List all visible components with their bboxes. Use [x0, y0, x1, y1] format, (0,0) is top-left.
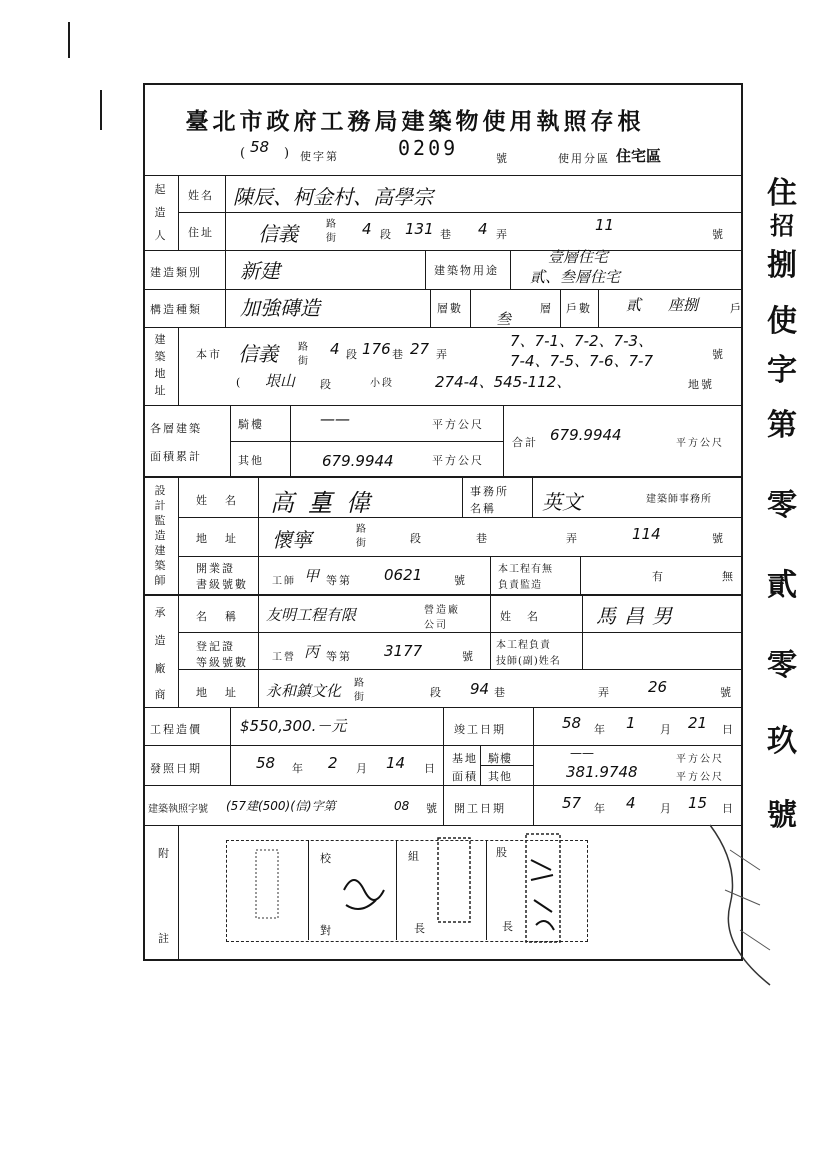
designer-label-1: 設 — [154, 484, 166, 497]
site-lot-suffix: 地號 — [688, 378, 714, 391]
building-use-value-1: 壹層住宅 — [548, 248, 609, 266]
scan-mark — [100, 90, 102, 130]
other-area-label: 其他 — [238, 454, 264, 467]
row-line — [143, 405, 743, 406]
households-label: 戶數 — [566, 302, 592, 315]
designer-addr-section: 段 — [410, 532, 423, 545]
applicant-address-label: 住址 — [188, 226, 214, 239]
site-numbers-1: 7、7-1、7-2、7-3、 — [510, 332, 654, 350]
frame-top — [143, 83, 743, 85]
designer-label-4: 造 — [154, 529, 166, 542]
issue-year-unit: 年 — [292, 762, 305, 775]
applicant-no: 號 — [712, 228, 725, 241]
side-char-3: 捌 — [767, 248, 797, 283]
col-line — [425, 250, 426, 289]
applicant-section: 段 — [380, 228, 393, 241]
arcade-unit: 平方公尺 — [432, 418, 484, 431]
frame-left — [143, 83, 145, 961]
other-area-value: 679.9944 — [322, 452, 394, 470]
check-label-top: 校 — [320, 852, 333, 865]
designer-license-mid: 等第 — [326, 574, 352, 587]
contractor-person-label: 姓名 — [500, 610, 554, 623]
col-line — [178, 327, 179, 405]
col-line — [258, 477, 259, 594]
designer-resp-label-1: 本工程有無 — [498, 564, 553, 575]
area-label-2: 面積累計 — [150, 450, 202, 463]
designer-license-suffix: 號 — [454, 574, 467, 587]
section-label-top: 股 — [496, 846, 509, 859]
site-lot-subsection: 小段 — [370, 378, 394, 389]
col-line — [598, 289, 599, 327]
contractor-addr-road: 路 — [354, 678, 366, 689]
col-line — [470, 289, 471, 327]
applicant-alley: 弄 — [496, 228, 509, 241]
site-alley-value: 27 — [410, 340, 430, 358]
base-arcade-label: 騎樓 — [488, 752, 512, 765]
site-lot-paren: ( — [236, 376, 243, 389]
designer-license-grade: 甲 — [304, 567, 320, 585]
start-month-unit: 月 — [660, 802, 673, 815]
group-label-bottom: 長 — [414, 922, 427, 935]
row-line — [143, 289, 743, 290]
build-permit-label: 建築執照字號 — [148, 804, 208, 815]
contractor-label-2: 造 — [154, 634, 166, 647]
site-district: 信義 — [238, 342, 278, 366]
completion-day: 21 — [688, 714, 708, 732]
applicant-label-2: 造 — [154, 206, 166, 219]
structure-value: 加強磚造 — [240, 296, 320, 320]
contractor-address-label: 地址 — [196, 686, 254, 699]
base-arcade-value: —— — [570, 746, 594, 760]
households-extra: 座捌 — [668, 296, 699, 314]
seal-scribbles — [226, 830, 606, 950]
building-type-label: 建造類別 — [150, 266, 202, 279]
base-other-label: 其他 — [488, 770, 512, 783]
contractor-address-value: 永和鎮文化 — [266, 682, 342, 700]
completion-label: 竣工日期 — [454, 723, 506, 736]
contractor-label-3: 廠 — [154, 662, 166, 675]
contractor-reg-label-1: 登記證 — [196, 640, 235, 653]
contractor-addr-lane: 巷 — [494, 686, 507, 699]
designer-name-label: 姓名 — [196, 494, 254, 507]
applicant-lane: 巷 — [440, 228, 453, 241]
building-use-label: 建築物用途 — [434, 264, 499, 277]
floors-value: 叁 — [496, 310, 512, 328]
base-other-value: 381.9748 — [566, 763, 638, 781]
contractor-reg-grade: 丙 — [304, 643, 320, 661]
contractor-addr-lane-value: 94 — [470, 680, 490, 698]
col-line — [532, 477, 533, 517]
designer-label-5: 建 — [154, 544, 166, 557]
contractor-name-suffix-2: 公司 — [424, 620, 448, 631]
completion-month-unit: 月 — [660, 723, 673, 736]
contractor-name-suffix-1: 營造廠 — [424, 605, 460, 616]
side-char-9: 零 — [767, 648, 797, 683]
designer-address-label: 地址 — [196, 532, 254, 545]
row-line — [230, 441, 503, 442]
site-lot-numbers: 274-4、545-112、 — [435, 373, 572, 391]
total-area-value: 679.9944 — [550, 426, 622, 444]
site-lane: 巷 — [392, 348, 405, 361]
site-road: 路 — [298, 342, 310, 353]
building-type-value: 新建 — [240, 259, 280, 283]
applicant-no-value: 11 — [595, 216, 615, 234]
applicant-lane-value: 131 — [405, 220, 434, 238]
issue-label: 發照日期 — [150, 762, 202, 775]
notes-label-bottom: 註 — [158, 932, 171, 945]
cost-value: $550,300.－元 — [240, 717, 347, 735]
site-alley: 弄 — [436, 348, 449, 361]
col-line — [510, 250, 511, 289]
col-line — [430, 289, 431, 327]
cost-label: 工程造價 — [150, 723, 202, 736]
permit-number: 0209 — [398, 136, 459, 160]
col-line — [230, 707, 231, 785]
col-line — [533, 707, 534, 825]
designer-label-7: 師 — [154, 574, 166, 587]
designer-license-prefix: 工師 — [272, 576, 296, 587]
row-line — [178, 212, 743, 213]
col-line — [258, 595, 259, 707]
col-line — [443, 707, 444, 825]
row-line — [143, 825, 743, 826]
col-line — [490, 556, 491, 594]
site-street: 街 — [298, 356, 310, 367]
start-label: 開工日期 — [454, 802, 506, 815]
col-line — [178, 477, 179, 594]
site-label-2: 築 — [154, 350, 166, 363]
notes-label-top: 附 — [158, 847, 171, 860]
floors-label: 層數 — [437, 302, 463, 315]
contractor-addr-street: 街 — [354, 692, 366, 703]
issue-month-unit: 月 — [356, 762, 369, 775]
site-no: 號 — [712, 348, 725, 361]
completion-day-unit: 日 — [722, 723, 735, 736]
build-permit-suffix: 號 — [426, 802, 439, 815]
site-label-1: 建 — [154, 333, 166, 346]
contractor-label-1: 承 — [154, 606, 166, 619]
designer-license-label-1: 開業證 — [196, 562, 235, 575]
base-area-label-1: 基地 — [452, 752, 478, 765]
col-line — [560, 289, 561, 327]
build-permit-value: (57建(500)(信)字第 — [226, 799, 336, 813]
designer-name-value: 高𡌴偉 — [270, 489, 384, 517]
permit-prefix: 使字第 — [300, 150, 339, 163]
scan-mark — [68, 22, 70, 58]
start-year: 57 — [562, 794, 582, 812]
build-permit-number: 08 — [394, 799, 410, 813]
side-char-4: 使 — [767, 304, 797, 339]
site-section: 段 — [346, 348, 359, 361]
contractor-tech-label-1: 本工程負責 — [496, 640, 551, 651]
base-area-label-2: 面積 — [452, 770, 478, 783]
applicant-address-value: 信義 — [258, 222, 298, 246]
side-char-7: 零 — [767, 488, 797, 523]
arcade-label: 騎樓 — [238, 418, 264, 431]
other-area-unit: 平方公尺 — [432, 454, 484, 467]
contractor-addr-alley: 弄 — [598, 686, 611, 699]
designer-license-label-2: 書級號數 — [196, 578, 248, 591]
contractor-addr-no: 號 — [720, 686, 733, 699]
applicant-street: 街 — [326, 233, 338, 244]
applicant-road: 路 — [326, 219, 338, 230]
designer-license-value: 0621 — [384, 566, 423, 584]
permit-year-paren-right: ) — [284, 146, 290, 161]
designer-label-6: 築 — [154, 559, 166, 572]
designer-addr-no-value: 114 — [632, 525, 661, 543]
designer-addr-street: 街 — [356, 538, 368, 549]
issue-day: 14 — [386, 754, 406, 772]
applicant-name-value: 陳辰、柯金村、高學宗 — [233, 185, 433, 209]
designer-addr-lane: 巷 — [476, 532, 489, 545]
issue-day-unit: 日 — [424, 762, 437, 775]
zone-label: 使用分區 — [558, 152, 610, 165]
row-line — [178, 669, 743, 670]
row-line — [143, 327, 743, 328]
contractor-reg-suffix: 號 — [462, 650, 475, 663]
permit-suffix: 號 — [496, 152, 509, 165]
contractor-addr-section: 段 — [430, 686, 443, 699]
applicant-label-1: 起 — [154, 183, 166, 196]
side-char-6: 第 — [767, 408, 797, 443]
section-label-bottom: 長 — [502, 920, 515, 933]
site-lot-section: 段 — [320, 378, 333, 391]
designer-addr-no: 號 — [712, 532, 725, 545]
contractor-reg-mid: 等第 — [326, 650, 352, 663]
designer-office-label-1: 事務所 — [470, 485, 509, 498]
row-line — [143, 250, 743, 251]
designer-addr-alley: 弄 — [566, 532, 579, 545]
issue-year: 58 — [256, 754, 276, 772]
contractor-name-label: 名稱 — [196, 610, 254, 623]
permit-year: 58 — [250, 138, 270, 156]
designer-resp-label-2: 負責監造 — [498, 580, 542, 591]
contractor-reg-value: 3177 — [384, 642, 423, 660]
structure-label: 構造種類 — [150, 303, 202, 316]
side-char-1: 住 — [767, 176, 797, 211]
contractor-reg-label-2: 等級號數 — [196, 656, 248, 669]
designer-office-value: 英文 — [542, 490, 582, 514]
applicant-section-value: 4 — [362, 220, 372, 238]
permit-year-paren-left: ( — [240, 146, 246, 161]
contractor-label-4: 商 — [154, 688, 166, 701]
row-line — [178, 517, 743, 518]
group-label-top: 組 — [408, 850, 421, 863]
completion-year-unit: 年 — [594, 723, 607, 736]
applicant-label-3: 人 — [154, 229, 166, 242]
base-other-unit: 平方公尺 — [676, 772, 724, 783]
designer-addr-road: 路 — [356, 524, 368, 535]
frame-bottom — [143, 959, 743, 961]
site-label-4: 址 — [154, 384, 166, 397]
household-unit: 戶 — [730, 302, 743, 315]
site-label-3: 地 — [154, 367, 166, 380]
row-line — [143, 594, 743, 596]
area-label-1: 各層建築 — [150, 422, 202, 435]
total-area-label: 合計 — [512, 436, 538, 449]
issue-month: 2 — [328, 754, 338, 772]
start-month: 4 — [626, 794, 636, 812]
designer-office-label-2: 名稱 — [470, 502, 496, 515]
base-arcade-unit: 平方公尺 — [676, 754, 724, 765]
applicant-name-label: 姓名 — [188, 189, 214, 202]
zone-value: 住宅區 — [616, 147, 662, 165]
col-line — [503, 405, 504, 476]
side-char-10: 玖 — [767, 724, 797, 759]
check-label-bottom: 對 — [320, 924, 333, 937]
building-use-value-2: 貳、叁層住宅 — [530, 268, 621, 286]
col-line — [462, 477, 463, 517]
designer-resp-value-1: 有 — [652, 570, 665, 583]
designer-label-2: 計 — [154, 499, 166, 512]
contractor-tech-label-2: 技師(副)姓名 — [496, 656, 561, 667]
floor-unit: 層 — [540, 302, 553, 315]
row-line — [178, 632, 743, 633]
site-lane-value: 176 — [362, 340, 391, 358]
designer-office-suffix: 建築師事務所 — [646, 494, 712, 505]
col-line — [178, 595, 179, 707]
site-section-value: 4 — [330, 340, 340, 358]
start-day: 15 — [688, 794, 708, 812]
row-line — [178, 556, 743, 557]
total-area-unit: 平方公尺 — [676, 438, 724, 449]
col-line — [580, 556, 581, 594]
contractor-name-value: 友明工程有限 — [266, 606, 357, 624]
applicant-alley-value: 4 — [478, 220, 488, 238]
designer-resp-value-2: 無 — [722, 570, 735, 583]
households-value: 貳 — [626, 296, 642, 314]
designer-label-3: 監 — [154, 514, 166, 527]
designer-address-value: 懷寧 — [272, 528, 312, 552]
site-city: 本市 — [196, 348, 222, 361]
side-char-11: 號 — [767, 798, 797, 833]
start-day-unit: 日 — [722, 802, 735, 815]
row-line — [143, 476, 743, 478]
start-year-unit: 年 — [594, 802, 607, 815]
torn-edge — [700, 820, 790, 990]
completion-year: 58 — [562, 714, 582, 732]
side-char-5: 字 — [767, 353, 797, 388]
row-line — [143, 175, 743, 176]
document-title: 臺北市政府工務局建築物使用執照存根 — [185, 108, 645, 135]
col-line — [225, 250, 226, 327]
contractor-addr-no-value: 26 — [648, 678, 668, 696]
contractor-person-value: 馬昌男 — [596, 604, 680, 628]
site-numbers-2: 7-4、7-5、7-6、7-7 — [510, 352, 653, 370]
contractor-reg-prefix: 工營 — [272, 652, 296, 663]
arcade-value: —— — [320, 410, 350, 428]
side-char-2: 招 — [770, 211, 794, 240]
col-line — [178, 825, 179, 959]
site-lot-area: 垠山 — [265, 372, 296, 390]
completion-month: 1 — [626, 714, 636, 732]
side-char-8: 貳 — [767, 568, 797, 603]
